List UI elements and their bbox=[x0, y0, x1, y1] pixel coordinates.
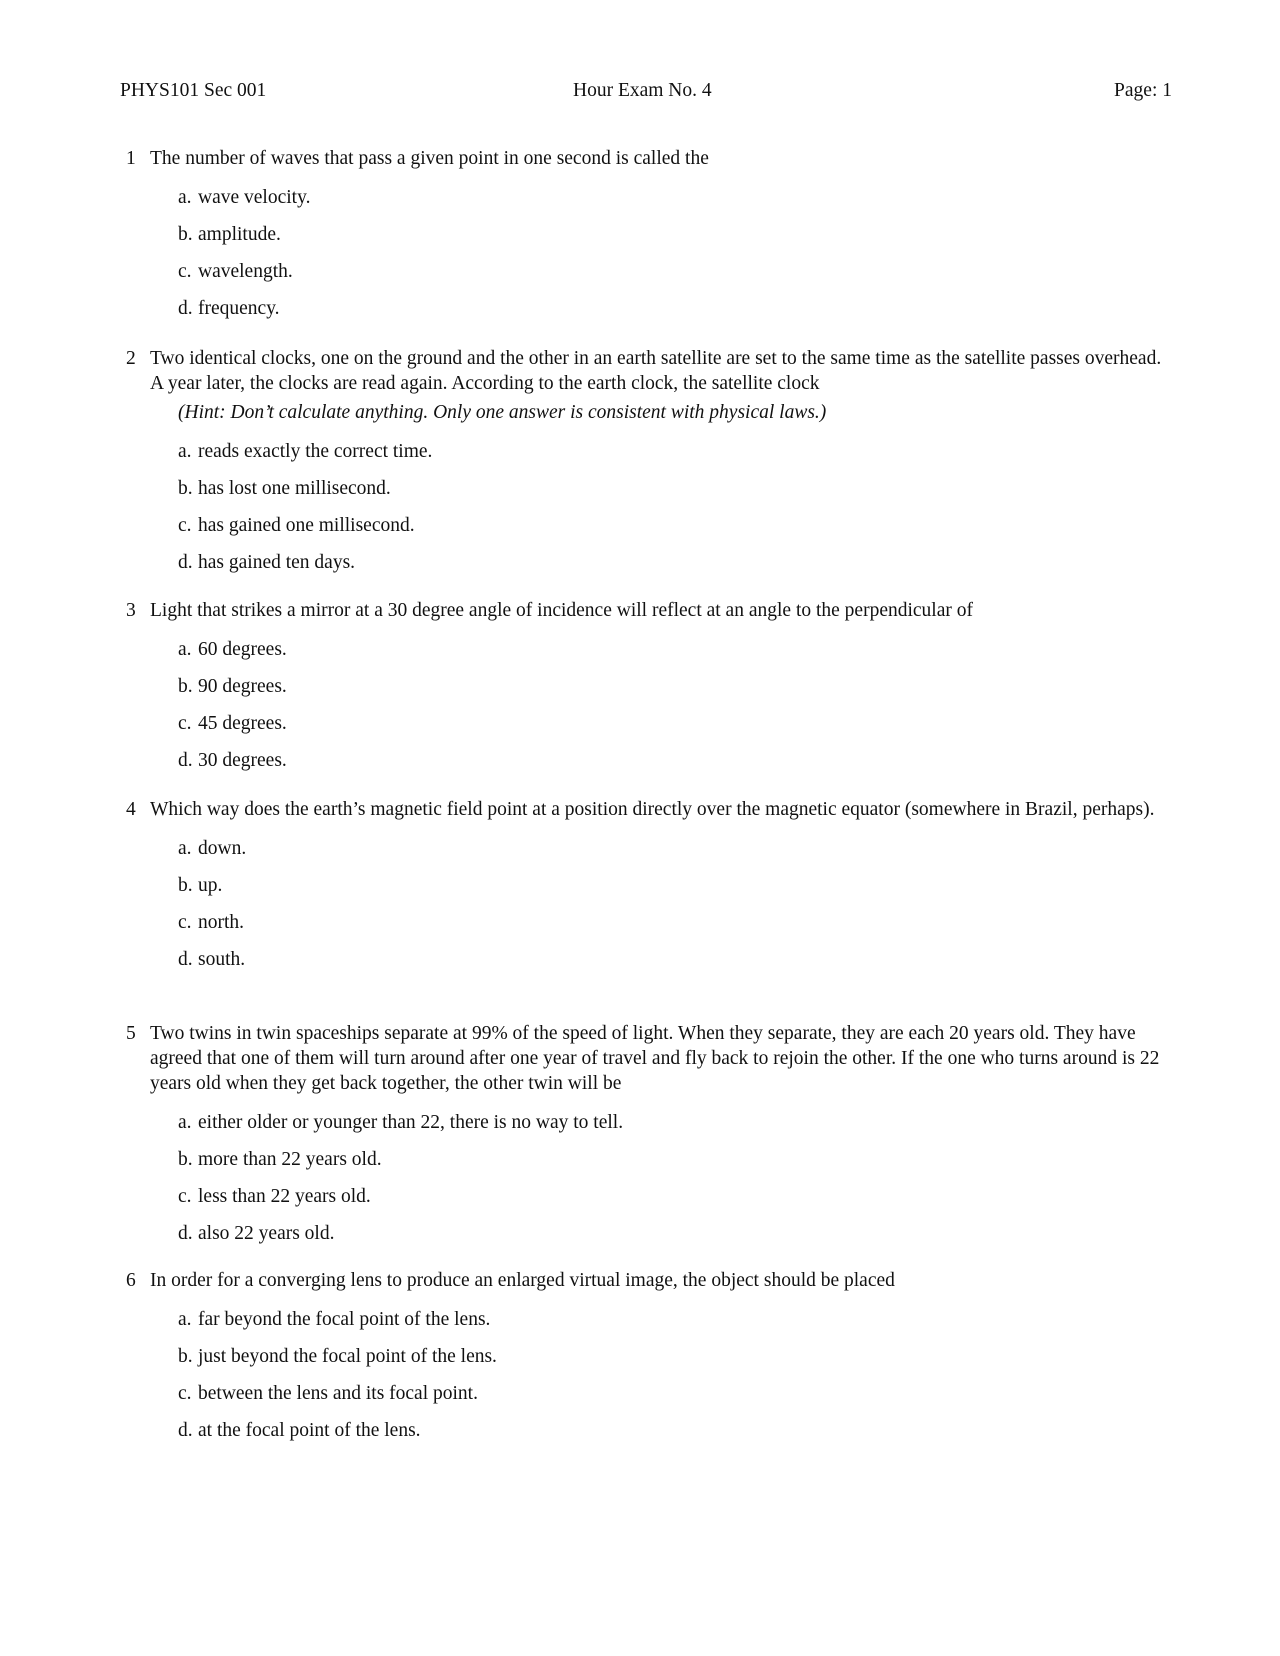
option-a: a. 60 degrees. bbox=[178, 639, 287, 660]
answer-options bbox=[126, 1110, 1176, 1258]
question-text: Two twins in twin spaceships separate at 99% of the speed of light. When they separate, they are each 20 years old. They have agreed that one of them will turn around after one year of travel and fly back to rejoin the other. If the one who turns around is 22 years old when they get back together, the other twin will be bbox=[150, 1023, 1160, 1094]
question-stem bbox=[126, 146, 1176, 171]
option-a: a. wave velocity. bbox=[178, 187, 311, 208]
question-stem bbox=[126, 1021, 1176, 1096]
option-d: d. has gained ten days. bbox=[178, 552, 356, 573]
question-text: In order for a converging lens to produce an enlarged virtual image, the object should be placed bbox=[150, 1270, 895, 1291]
option-d: d. frequency. bbox=[178, 298, 280, 319]
course-label: PHYS101 Sec 001 bbox=[120, 80, 267, 101]
option-a: a. reads exactly the correct time. bbox=[178, 441, 433, 462]
answer-options bbox=[126, 439, 1176, 587]
question-number: 2 bbox=[126, 348, 136, 369]
question-stem bbox=[126, 1268, 1176, 1293]
answer-options bbox=[126, 1307, 1176, 1455]
question-number: 6 bbox=[126, 1270, 136, 1291]
answer-options bbox=[126, 836, 1176, 984]
question-number: 3 bbox=[126, 600, 136, 621]
option-b: b. more than 22 years old. bbox=[178, 1149, 382, 1170]
option-c: c. less than 22 years old. bbox=[178, 1186, 371, 1207]
option-b: b. just beyond the focal point of the lens. bbox=[178, 1346, 497, 1367]
option-d: d. also 22 years old. bbox=[178, 1223, 335, 1244]
option-d: d. at the focal point of the lens. bbox=[178, 1420, 421, 1441]
question-1 bbox=[126, 146, 1176, 333]
option-b: b. amplitude. bbox=[178, 224, 281, 245]
question-hint: (Hint: Don’t calculate anything. Only one answer is consistent with physical laws.) bbox=[178, 402, 827, 423]
option-a: a. either older or younger than 22, there is no way to tell. bbox=[178, 1112, 624, 1133]
question-4 bbox=[126, 797, 1176, 984]
question-5 bbox=[126, 1021, 1176, 1258]
page-number: Page: 1 bbox=[1114, 80, 1172, 101]
question-text: The number of waves that pass a given point in one second is called the bbox=[150, 148, 709, 169]
page-header bbox=[120, 80, 1172, 108]
option-c: c. between the lens and its focal point. bbox=[178, 1383, 478, 1404]
answer-options bbox=[126, 637, 1176, 785]
question-stem bbox=[126, 346, 1176, 396]
option-d: d. south. bbox=[178, 949, 246, 970]
option-a: a. down. bbox=[178, 838, 247, 859]
question-3 bbox=[126, 598, 1176, 785]
exam-title: Hour Exam No. 4 bbox=[573, 80, 712, 101]
answer-options bbox=[126, 185, 1176, 333]
question-2 bbox=[126, 346, 1176, 587]
option-c: c. north. bbox=[178, 912, 245, 933]
question-stem bbox=[126, 598, 1176, 623]
option-c: c. wavelength. bbox=[178, 261, 293, 282]
option-b: b. has lost one millisecond. bbox=[178, 478, 391, 499]
question-text: Light that strikes a mirror at a 30 degree angle of incidence will reflect at an angle to the perpendicular of bbox=[150, 600, 973, 621]
question-text: Two identical clocks, one on the ground and the other in an earth satellite are set to the same time as the satellite passes overhead. A year later, the clocks are read again. According to the earth clock, the satellite clock bbox=[150, 348, 1162, 394]
question-6 bbox=[126, 1268, 1176, 1455]
question-stem bbox=[126, 797, 1176, 822]
option-c: c. 45 degrees. bbox=[178, 713, 287, 734]
question-number: 4 bbox=[126, 799, 136, 820]
question-number: 5 bbox=[126, 1023, 136, 1044]
option-c: c. has gained one millisecond. bbox=[178, 515, 415, 536]
option-b: b. up. bbox=[178, 875, 223, 896]
option-a: a. far beyond the focal point of the lens. bbox=[178, 1309, 491, 1330]
option-d: d. 30 degrees. bbox=[178, 750, 287, 771]
question-number: 1 bbox=[126, 148, 136, 169]
option-b: b. 90 degrees. bbox=[178, 676, 287, 697]
question-text: Which way does the earth’s magnetic field point at a position directly over the magnetic equator (somewhere in Brazil, perhaps). bbox=[150, 799, 1155, 820]
